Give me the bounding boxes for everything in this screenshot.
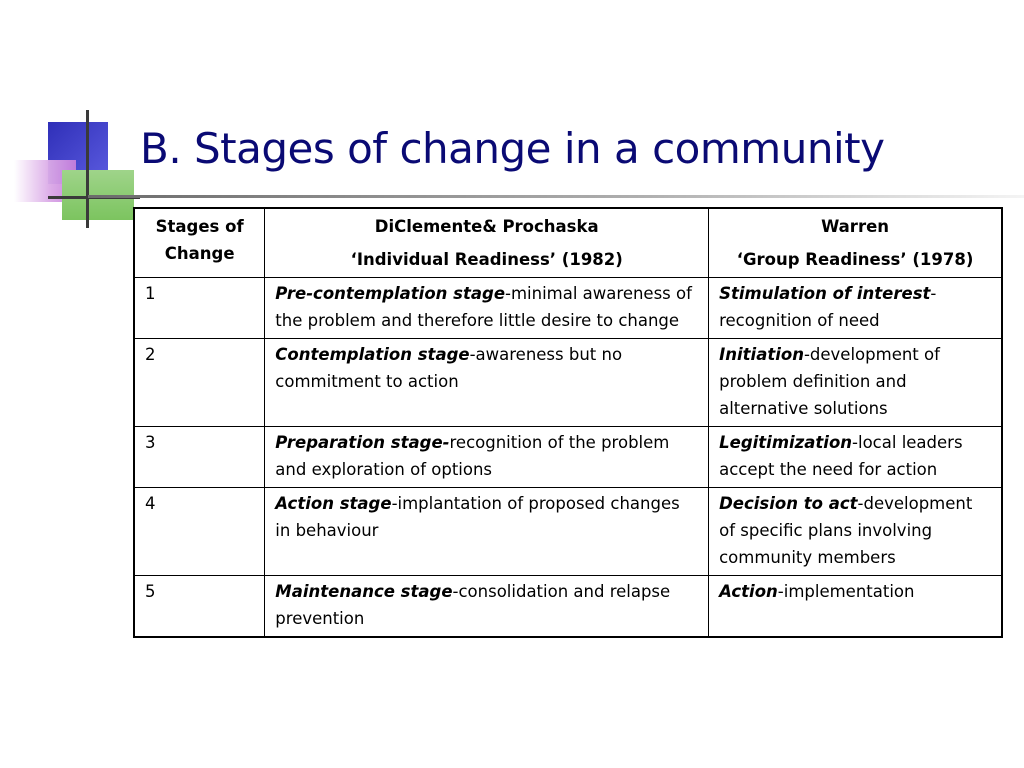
individual-stage-cell (265, 278, 709, 339)
group-stage-term: Initiation (719, 345, 804, 364)
group-stage-term: Action (719, 582, 778, 601)
group-stage-description: -recognition of need (719, 284, 937, 330)
slide-title: B. Stages of change in a community (140, 124, 885, 173)
title-underline (88, 195, 1024, 198)
group-stage-description: -local leaders accept the need for action (719, 433, 963, 479)
header-individual-authors: DiClemente& Prochaska (374, 217, 599, 236)
stage-number: 3 (134, 427, 265, 488)
stage-number: 1 (134, 278, 265, 339)
table-row (134, 576, 1002, 638)
decor-vertical-line (86, 110, 89, 228)
individual-stage-term: Action stage (275, 494, 392, 513)
individual-stage-description: -implantation of proposed changes in behaviour (275, 494, 680, 540)
group-stage-term: Stimulation of interest (719, 284, 931, 303)
individual-stage-cell (265, 339, 709, 427)
group-stage-term: Legitimization (719, 433, 853, 452)
stage-number: 4 (134, 488, 265, 576)
header-group-author: Warren (821, 217, 890, 236)
table-row (134, 488, 1002, 576)
header-group-readiness (709, 208, 1002, 278)
group-stage-cell (709, 339, 1002, 427)
table-header-row (134, 208, 1002, 278)
group-stage-description: -development of problem definition and alternative solutions (719, 345, 940, 418)
stage-number: 5 (134, 576, 265, 638)
group-stage-description: -development of specific plans involving community members (719, 494, 973, 567)
header-stages-of-change: Stages of Change (134, 208, 265, 278)
header-group-subtitle: ‘Group Readiness’ (1978) (736, 250, 974, 269)
individual-stage-term: Contemplation stage (275, 345, 470, 364)
group-stage-cell (709, 427, 1002, 488)
header-individual-subtitle: ‘Individual Readiness’ (1982) (350, 250, 623, 269)
individual-stage-term: Maintenance stage (275, 582, 453, 601)
individual-stage-term: Preparation stage- (275, 433, 450, 452)
stages-table (133, 207, 1003, 638)
individual-stage-description: recognition of the problem and exploration of options (275, 433, 670, 479)
individual-stage-term: Pre-contemplation stage (275, 284, 506, 303)
stage-number: 2 (134, 339, 265, 427)
table-row (134, 278, 1002, 339)
group-stage-cell (709, 278, 1002, 339)
individual-stage-description: -awareness but no commitment to action (275, 345, 623, 391)
header-individual-readiness (265, 208, 709, 278)
individual-stage-cell (265, 427, 709, 488)
individual-stage-cell (265, 488, 709, 576)
title-decoration (0, 0, 140, 240)
individual-stage-description: -minimal awareness of the problem and therefore little desire to change (275, 284, 692, 330)
individual-stage-cell (265, 576, 709, 638)
group-stage-term: Decision to act (719, 494, 858, 513)
table-row (134, 427, 1002, 488)
group-stage-cell (709, 488, 1002, 576)
group-stage-description: -implementation (777, 582, 915, 601)
individual-stage-description: -consolidation and relapse prevention (275, 582, 671, 628)
table-row (134, 339, 1002, 427)
group-stage-cell (709, 576, 1002, 638)
